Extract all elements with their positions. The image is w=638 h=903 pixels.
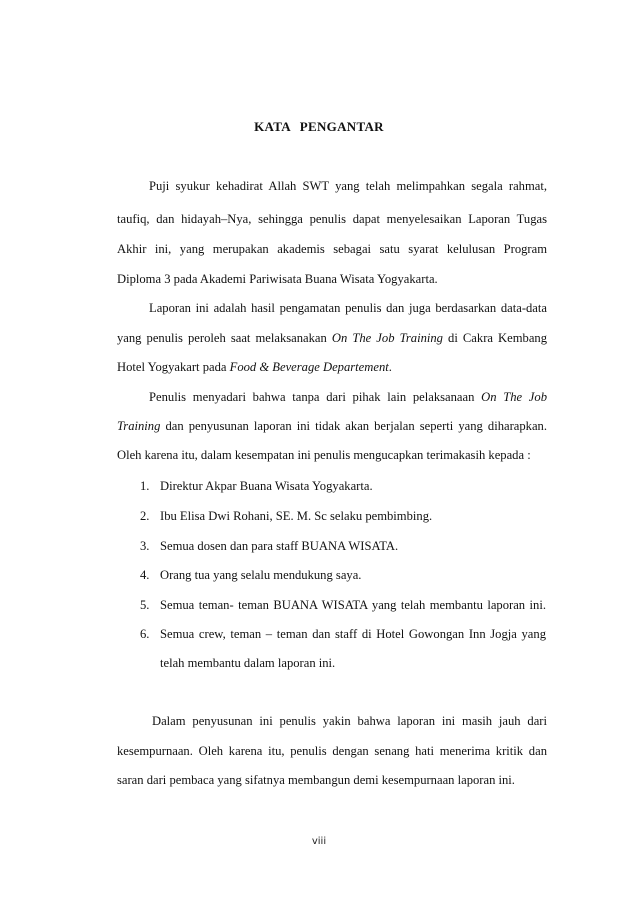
paragraph-4-line-3: saran dari pembaca yang sifatnya membangun demi kesempurnaan laporan ini. bbox=[117, 773, 515, 787]
list-item-number: 4. bbox=[140, 568, 150, 582]
paragraph-4-line-2: kesempurnaan. Oleh karena itu, penulis dengan senang hati menerima kritik dan bbox=[117, 744, 547, 758]
paragraph-2-line-2-tail: di Cakra Kembang bbox=[442, 331, 548, 345]
paragraph-1-line-2: taufiq, dan hidayah–Nya, sehingga penulis dapat menyelesaikan Laporan Tugas bbox=[117, 212, 547, 226]
list-item bbox=[140, 478, 547, 494]
list-item bbox=[140, 508, 547, 524]
paragraph-2-italic-term: On The Job Training bbox=[331, 331, 443, 345]
list-item-number: 1. bbox=[140, 479, 150, 493]
list-item-text: Ibu Elisa Dwi Rohani, SE. M. Sc selaku pembimbing. bbox=[160, 509, 433, 523]
list-item-number: 6. bbox=[140, 627, 150, 641]
list-item-text: Semua dosen dan para staff BUANA WISATA. bbox=[160, 539, 399, 553]
list-item-text: Semua teman- teman BUANA WISATA yang telah membantu laporan ini. bbox=[160, 598, 546, 612]
paragraph-4-line-1: Dalam penyusunan ini penulis yakin bahwa laporan ini masih jauh dari bbox=[152, 714, 547, 728]
page-title: KATA PENGANTAR bbox=[254, 119, 384, 134]
paragraph-2-line-2-text: yang penulis peroleh saat melaksanakan bbox=[117, 331, 332, 345]
paragraph-3-line-1-text: Penulis menyadari bahwa tanpa dari pihak lain pelaksanaan bbox=[149, 390, 482, 404]
list-item bbox=[140, 567, 547, 583]
list-item-text: Direktur Akpar Buana Wisata Yogyakarta. bbox=[160, 479, 373, 493]
paragraph-1-line-3: Akhir ini, yang merupakan akademis sebagai satu syarat kelulusan Program bbox=[117, 242, 547, 256]
paragraph-3-line-1 bbox=[149, 389, 547, 405]
list-item-number: 2. bbox=[140, 509, 150, 523]
paragraph-3-line-2 bbox=[117, 418, 547, 434]
list-item-number: 3. bbox=[140, 539, 150, 553]
list-item bbox=[140, 626, 547, 642]
paragraph-3-italic-term: On The Job bbox=[481, 390, 547, 404]
list-item-text: Orang tua yang selalu mendukung saya. bbox=[160, 568, 362, 582]
list-item-number: 5. bbox=[140, 598, 150, 612]
paragraph-2-line-3-tail: . bbox=[388, 360, 392, 374]
paragraph-2-line-3-text: Hotel Yogyakart pada bbox=[117, 360, 230, 374]
paragraph-1-line-4: Diploma 3 pada Akademi Pariwisata Buana Wisata Yogyakarta. bbox=[117, 272, 438, 286]
paragraph-2-line-3 bbox=[117, 359, 547, 375]
paragraph-2-line-2 bbox=[117, 330, 547, 346]
paragraph-3-line-2-text: dan penyusunan laporan ini tidak akan berjalan seperti yang diharapkan. bbox=[160, 419, 547, 433]
paragraph-3-italic-term-cont: Training bbox=[117, 419, 161, 433]
list-item bbox=[140, 538, 547, 554]
list-item-text: Semua crew, teman – teman dan staff di Hotel Gowongan Inn Jogja yang bbox=[160, 627, 546, 641]
list-item bbox=[140, 597, 547, 613]
page-number: viii bbox=[311, 836, 327, 847]
paragraph-1-line-1: Puji syukur kehadirat Allah SWT yang telah melimpahkan segala rahmat, bbox=[149, 179, 547, 193]
paragraph-3-line-3: Oleh karena itu, dalam kesempatan ini penulis mengucapkan terimakasih kepada : bbox=[117, 448, 531, 462]
list-item-continuation: telah membantu dalam laporan ini. bbox=[160, 656, 336, 670]
paragraph-2-line-1: Laporan ini adalah hasil pengamatan penulis dan juga berdasarkan data-data bbox=[149, 301, 547, 315]
paragraph-2-department: Food & Beverage Departement bbox=[229, 360, 389, 374]
